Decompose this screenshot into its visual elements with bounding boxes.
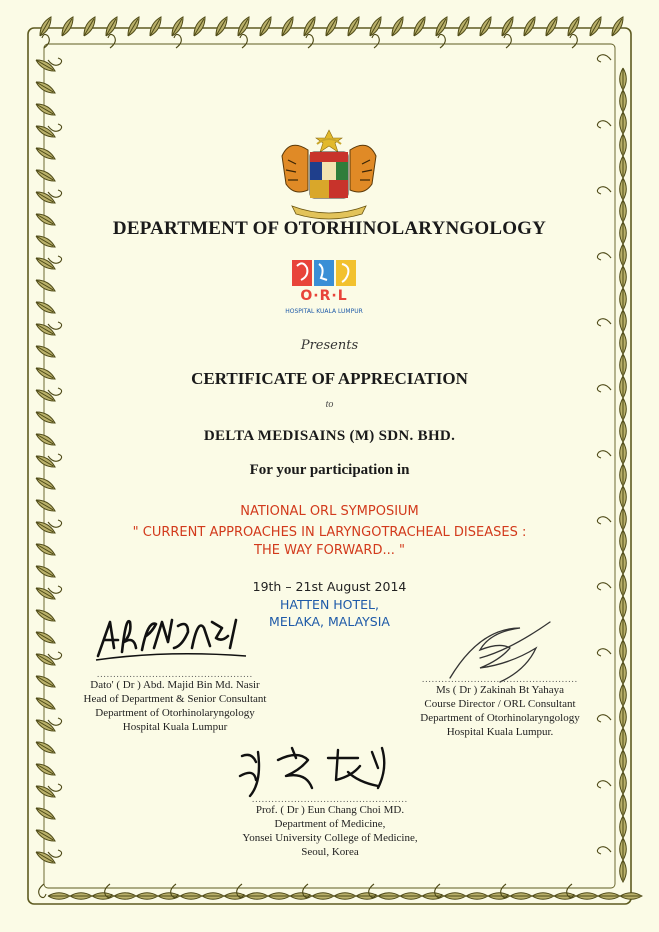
vine-leaf	[34, 123, 56, 140]
vine-leaf	[620, 244, 627, 266]
vine-leaf	[345, 15, 362, 37]
vine-leaf	[620, 156, 627, 178]
vine-leaf	[620, 860, 627, 882]
department-title: DEPARTMENT OF OTORHINOLARYNGOLOGY	[112, 218, 547, 239]
vine-leaf	[125, 15, 142, 37]
vine-leaf	[246, 893, 268, 900]
signature-line: ................................................	[252, 794, 408, 804]
vine-tendril	[597, 55, 611, 62]
signatory-center-city: Seoul, Korea	[301, 846, 359, 858]
vine-leaf	[34, 563, 56, 580]
vine-leaf	[444, 893, 466, 900]
vine-leaf	[34, 409, 56, 426]
vine-leaf	[620, 662, 627, 684]
vine-leaf	[620, 816, 627, 838]
event-theme-line2: THE WAY FORWARD... "	[254, 543, 405, 558]
signatory-center-org: Yonsei University College of Medicine,	[242, 832, 418, 844]
vine-leaf	[620, 684, 627, 706]
vine-leaf	[202, 893, 224, 900]
vine-leaf	[389, 15, 406, 37]
vine-leaf	[609, 15, 626, 37]
vine-leaf	[34, 695, 56, 712]
vine-tendril	[597, 187, 611, 194]
vine-leaf	[598, 893, 620, 900]
vine-tendril	[504, 34, 511, 48]
vine-leaf	[620, 706, 627, 728]
vine-leaf	[34, 651, 56, 668]
vine-leaf	[466, 893, 488, 900]
vine-leaf	[34, 101, 56, 118]
vine-leaf	[34, 783, 56, 800]
orl-logo	[285, 258, 378, 328]
vine-tendril	[372, 34, 379, 48]
vine-tendril	[597, 121, 611, 128]
signatory-center	[190, 795, 470, 859]
vine-leaf	[620, 794, 627, 816]
orl-logo-subtitle: HOSPITAL KUALA LUMPUR	[285, 308, 363, 315]
vine-leaf	[620, 728, 627, 750]
signature-line: ................................................	[422, 674, 578, 684]
vine-tendril	[570, 34, 577, 48]
vine-leaf	[191, 15, 208, 37]
vine-tendril	[174, 34, 181, 48]
vine-leaf	[34, 255, 56, 272]
certificate-title: CERTIFICATE OF APPRECIATION	[191, 369, 468, 388]
vine-leaf	[587, 15, 604, 37]
signature-center	[232, 742, 402, 802]
vine-tendril	[39, 884, 46, 898]
vine-leaf	[34, 827, 56, 844]
vine-leaf	[620, 772, 627, 794]
vine-leaf	[268, 893, 290, 900]
vine-leaf	[34, 805, 56, 822]
vine-leaf	[279, 15, 296, 37]
vine-leaf	[510, 893, 532, 900]
presents-text: Presents	[300, 338, 359, 353]
vine-leaf	[34, 189, 56, 206]
vine-leaf	[34, 629, 56, 646]
signatory-right-name: Ms ( Dr ) Zakinah Bt Yahaya	[435, 684, 564, 696]
vine-leaf	[59, 15, 76, 37]
vine-leaf	[34, 761, 56, 778]
vine-leaf	[34, 79, 56, 96]
vine-leaf	[620, 442, 627, 464]
vine-leaf	[620, 178, 627, 200]
vine-leaf	[114, 893, 136, 900]
vine-leaf	[455, 15, 472, 37]
vine-leaf	[34, 717, 56, 734]
vine-tendril	[108, 34, 115, 48]
vine-leaf	[620, 266, 627, 288]
vine-leaf	[34, 849, 56, 866]
vine-leaf	[620, 893, 642, 900]
vine-tendril	[306, 34, 313, 48]
vine-leaf	[34, 321, 56, 338]
vine-tendril	[240, 34, 247, 48]
vine-leaf	[34, 167, 56, 184]
vine-leaf	[411, 15, 428, 37]
vine-leaf	[213, 15, 230, 37]
event-theme-line1: " CURRENT APPROACHES IN LARYNGOTRACHEAL DISEASES :	[132, 525, 527, 540]
signature-left	[92, 608, 252, 666]
vine-leaf	[620, 112, 627, 134]
vine-leaf	[378, 893, 400, 900]
vine-leaf	[312, 893, 334, 900]
vine-tendril	[597, 451, 611, 458]
signatory-right	[385, 675, 615, 739]
orl-logo-text: O·R·L	[300, 288, 348, 304]
signature-line: ................................................	[97, 669, 253, 679]
vine-leaf	[620, 750, 627, 772]
participation-text: For your participation in	[249, 462, 410, 478]
signatory-left	[60, 670, 290, 734]
vine-leaf	[532, 893, 554, 900]
signatory-center-name: Prof. ( Dr ) Eun Chang Choi MD.	[255, 804, 405, 816]
vine-leaf	[34, 277, 56, 294]
vine-tendril	[597, 781, 611, 788]
signatory-right-role: Course Director / ORL Consultant	[424, 698, 576, 710]
vine-leaf	[323, 15, 340, 37]
to-text: to	[325, 399, 334, 410]
vine-leaf	[81, 15, 98, 37]
signatory-left-role: Head of Department & Senior Consultant	[83, 693, 267, 705]
coat-of-arms-emblem	[272, 126, 386, 220]
vine-leaf	[400, 893, 422, 900]
vine-leaf	[477, 15, 494, 37]
vine-leaf	[34, 145, 56, 162]
vine-leaf	[180, 893, 202, 900]
vine-tendril	[597, 253, 611, 260]
vine-leaf	[147, 15, 164, 37]
vine-leaf	[620, 310, 627, 332]
vine-leaf	[34, 57, 56, 74]
vine-tendril	[597, 649, 611, 656]
vine-leaf	[620, 90, 627, 112]
vine-leaf	[34, 739, 56, 756]
event-name: NATIONAL ORL SYMPOSIUM	[240, 504, 419, 519]
signatory-left-name: Dato' ( Dr ) Abd. Majid Bin Md. Nasir	[90, 679, 260, 691]
event-date: 19th – 21st August 2014	[252, 579, 407, 594]
vine-leaf	[257, 15, 274, 37]
vine-leaf	[521, 15, 538, 37]
vine-leaf	[543, 15, 560, 37]
signatory-left-org: Hospital Kuala Lumpur	[122, 721, 228, 733]
vine-leaf	[620, 288, 627, 310]
vine-tendril	[597, 847, 611, 854]
signatory-right-dept: Department of Otorhinolaryngology	[420, 712, 580, 724]
venue-name: HATTEN HOTEL,	[280, 597, 379, 612]
vine-tendril	[42, 34, 49, 48]
vine-leaf	[70, 893, 92, 900]
vine-leaf	[620, 838, 627, 860]
vine-tendril	[438, 34, 445, 48]
vine-leaf	[34, 299, 56, 316]
venue-location: MELAKA, MALAYSIA	[269, 614, 390, 629]
vine-leaf	[334, 893, 356, 900]
recipient-name: DELTA MEDISAINS (M) SDN. BHD.	[203, 428, 456, 444]
vine-leaf	[620, 640, 627, 662]
vine-leaf	[48, 893, 70, 900]
signatory-right-org: Hospital Kuala Lumpur.	[446, 726, 554, 738]
vine-leaf	[576, 893, 598, 900]
vine-leaf	[620, 68, 627, 90]
vine-leaf	[136, 893, 158, 900]
signatory-center-dept: Department of Medicine,	[274, 818, 386, 830]
vine-tendril	[597, 319, 611, 326]
vine-leaf	[620, 134, 627, 156]
vine-leaf	[34, 673, 56, 690]
signatory-left-dept: Department of Otorhinolaryngology	[95, 707, 255, 719]
